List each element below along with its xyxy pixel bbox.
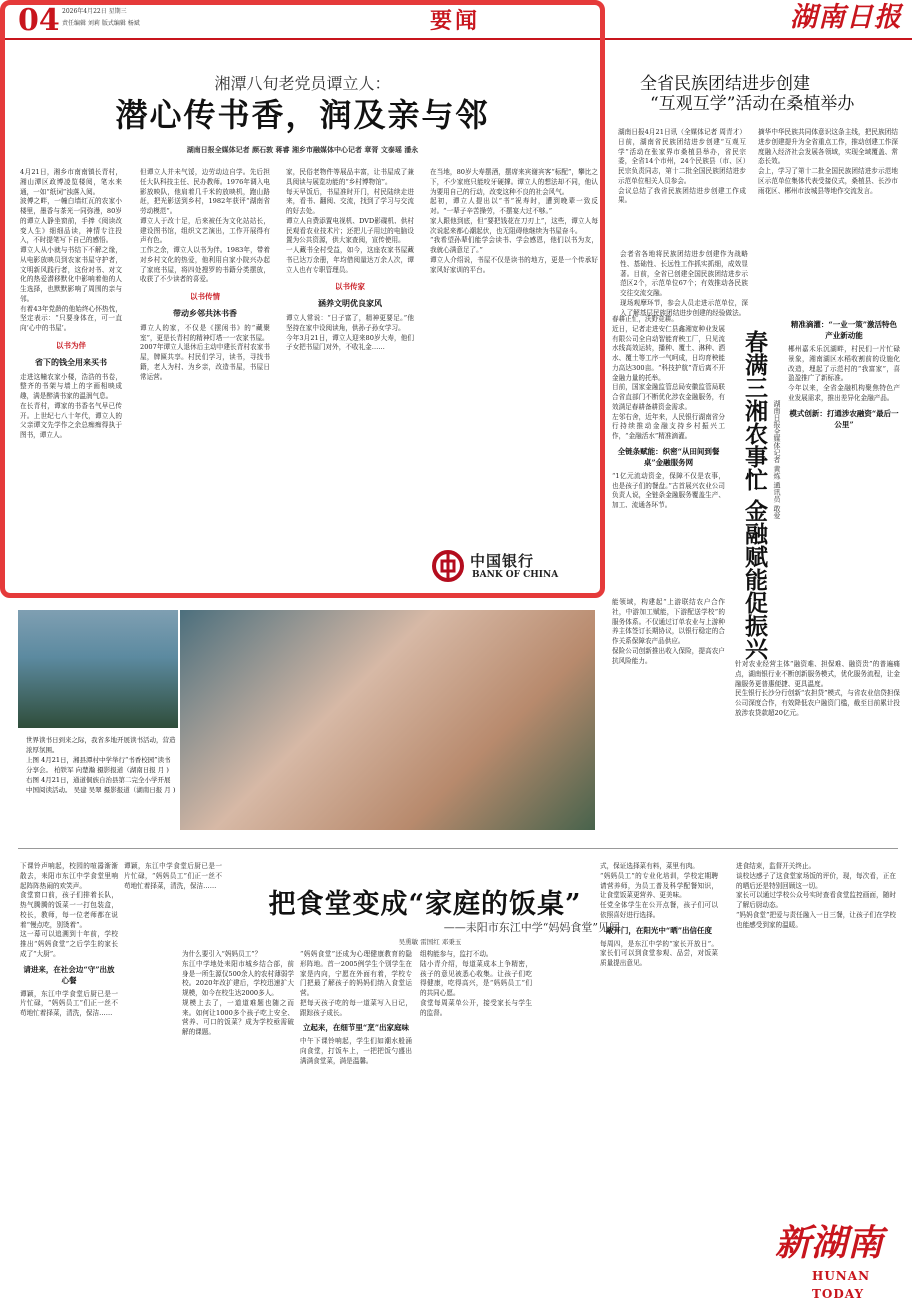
subhead: 模式创新：打通涉农融资“最后一公里” [789,408,899,429]
right-story-headline[interactable]: “互观互学”活动在桑植举办 [650,94,855,114]
rural-column-3 [735,660,900,845]
body-text: 能领域，构建起“上游联结农户合作社，中游加工赋能，下游配送学校”的服务体系。不仅通过订单农业与上游种养主体签订长期协议，以银行稳定的合作关系保障农产品供应。 保险公司创新推出收入保险，提高农户抗风险能力。 [612,598,725,665]
page-number: 04 [18,3,60,38]
body-text: “1亿元流动资金，保障不仅是农事，也是孩子们的餐盘。”古首展兴农业公司负责人说，全链条金融服务覆盖生产、加工、流通各环节。 [612,471,725,510]
bottom-story-subtitle: ——耒阳市东江中学“妈妈食堂”见闻 [443,921,620,934]
rural-byline: 湖南日报全媒体记者 黄炼 通讯员 敢爱 [773,400,781,519]
body-text: 但谭立人并未气馁，边劳动边自学。先后担任大队科技主任、民办教师。1976年调入电影放映队，他肩着几千米的放映机，跑山路赶，把光影送到乡村，1982年获评“湖南省劳动模范”。 谭立人于改十足，后来被任为文化站站长，建设图书馆，组织文艺演出，工作开展得有声有色。 工作之余，谭立人以书为伴。1983年，带着对乡村文化的热爱，他利用自家小院兴办起了家庭书屋，将四处搜罗的书籍分类摆放，收获了不少读者的喜爱。 [140,168,270,284]
body-text: 式，保证选择菜有料，菜里有肉。 “妈妈员工”的专业化培训，学校定期聘请营养师，为员工普及科学配餐知识，让食堂饭菜更营养、更美味。 任党全体学生在公开点餐，孩子们可以依照喜好进行选择。 [600,862,718,919]
subhead: 敞开门，在阳光中“晒”出信任度 [605,925,713,935]
footer-logo: 新湖南 [775,1222,884,1264]
body-text: 在当地，80岁大寿摆酒，摆席来宾谢宾客“标配”，攀比之下，不少家庭只能咬牙硬撑。谭立人的想法却不同，他认为要用自己的行动，改变这种不良的社会风气。 起初，谭立人提出以“书”祝寿时，遭到晚辈一致反对。“一辈子辛苦操劳，不摆宴大过不够。” 家人跟他到底，但“要把钱花在刀刃上”，这些，谭立人每次说起来都心潮起伏，也无阻碍他继续为书屋奋斗。 “我希望孙辈们能学会读书、学会感恩，他们以书为友，我就心满意足了。” 谭立人介绍说，书屋不仅是读书的地方，更是一个传承好家风好家训的平台。 [430,168,598,274]
bottom-story-headline[interactable]: 把食堂变成“家庭的饭桌” [268,889,582,920]
body-text: 为什么要引入“妈妈员工”？ 东江中学地处耒阳市城乡结合部，前身是一所生源仅500余人的农村薄弱学校。2020年改扩建后，学校迅速扩大规模，如今在校生达2000多人。 规模上去了，一道道难题也随之而来。如何让1000多个孩子吃上安全、营养、可口的饭菜？成为学校亟需破解的课题。 [182,950,294,1036]
bank-name-cn: 中国银行 [470,552,535,570]
bottom-column-6 [600,862,718,1292]
right-column-3 [758,128,898,303]
subhead-tag: 以书传家 [335,282,365,292]
subhead: 涵养文明优良家风 [318,298,382,309]
body-text: 谭立人的家，不仅是《摆闲书》的“藏聚室”，更是长青村的精神灯塔一一农家书屋。 2007年谭立人退休后主动申建长青村农家书屋，牌匾共享。村民们学习，读书，寻找书籍，老人为村、为乡亲，改造书屋，书屋日常运营。 [140,323,270,381]
section-title: 要闻 [430,8,481,34]
subhead-tag: 以书为伴 [56,340,86,350]
body-text: 春耕正忙，沃野竞耕。 近日，记者走进安仁县鑫湘宽种业发展有限公司全自动智能育秧工厂，只见流水线高效运转，播种、覆土、淋种、洒水、覆土等工序一气呵成，日均育秧能力高达300亩。“科技护航”背后离不开金融力量的托举。 目前，国家金融监管总局安徽监管局联合省直部门不断优化涉农金融服务，有效满足春耕备耕资金需求。 左邻右舍，近年来，人民银行湖南省分行持续推动金融支持乡村振兴工作，“金融活水”精准滴灌。 [612,315,725,440]
body-text: 下课铃声响起，校园的喧嚣渐渐散去，耒阳市东江中学食堂里响起阵阵热闹的欢笑声。 食堂窗口前，孩子们排着长队，热气腾腾的饭菜一一打包装盒，校长，教师，每一位老师都在说着“慢点吃，别烫着”。 这一幕可以追溯到十年前，学校推出“妈妈食堂”之后学生的家长成了“大厨”。 [20,862,118,958]
subhead: 立起来，在细节里“烹”出家庭味 [302,1023,410,1033]
rural-vertical-headline[interactable]: 春满三湘农事忙 金融赋能促振兴 [741,330,768,661]
subhead: 省下的钱全用来买书 [35,356,107,367]
rural-column-2 [788,315,900,645]
body-text: 会者省各地将民族团结进步创建作为战略性、基础性、长远性工作抓实抓细，成效显著。目前，全省已创建全国民族团结进步示范区2个，示范单位67个；有效推动各民族交往交流交融。 现场观摩环节，参会人员走进示范单位，深入了解基层民族团结进步创建的经验做法。 [620,250,748,317]
story-column-3 [286,168,414,578]
bottom-story-byline: 吴熏敏 雷国红 邓秉玉 [398,938,462,946]
bottom-column-4 [300,950,412,1290]
masthead-logo: 湖南日报 [790,2,902,33]
issue-date: 2026年4月22日 星期三 [62,8,127,15]
body-text: 走进这幢农家小楼，浩浩的书卷，整齐的书架与墙上的字画相映成趣，满是醉满书家的温润气息。 在长青村，谭家的书香名气早已传开。上世纪七八十年代，谭立人的父亲谭文先学作之余总痴痴得执于图书，谭立人。 [20,372,122,440]
story-headline[interactable]: 潜心传书香，润及亲与邻 [115,96,490,134]
story-byline: 湖南日报全媒体记者 颜石敦 蒋睿 湘乡市融媒体中心记者 章胥 文泰瑶 潘永 [186,145,419,154]
right-column-2 [620,250,748,317]
body-text: 湖南日报4月21日讯（全媒体记者 周青才）日前，湖南省民族团结进步创建“互观互学”活动在张家界市桑植县举办，省民宗委，全省14个市州，24个民族县（市、区）民宗负责同志，第十二批全国民族团结进步示范单位相关人员参会。 会议总结了我省民族团结进步创建工作成果。 [618,128,746,205]
bank-logo-icon [432,550,464,582]
body-text: 中午下课铃响起，学生们如潮水般涌向食堂，打饭车上，一把把饭勺盛出满满食堂菜，满是温馨。 [300,1037,412,1065]
rural-column-1b [612,598,725,848]
subhead: 全链条赋能：织密“从田间到餐桌”金融服务网 [617,446,720,467]
body-text: 针对农业经营主体“融资难、担保难、融资贵”的普遍痛点，湖南银行业不断创新服务模式，优化服务流程，让金融服务更普惠便捷、更具温度。 民生银行长沙分行创新“农担贷”模式，与省农业信贷担保公司深度合作，有效降低农户融资门槛，截至目前累计投放涉农贷款超20亿元。 [735,660,900,717]
body-text: 谭立人常说：“日子富了，精神更要足。”他坚持在家中设阅读角，供孙子孙女学习。 今年3月21日，谭立人迎来80岁大寿，他们子女把书屋门对外，不收礼金…… [286,314,414,352]
body-text: 每周四，是东江中学的“家长开放日”。家长们可以到食堂参观、品尝，对饭菜质量提出意见。 [600,939,718,968]
bottom-column-3 [182,950,294,1290]
subhead: 精准滴灌：“一业一策”激活特色产业新动能 [790,320,898,341]
body-text: 家，民俗老物件等展品丰富，让书屋成了兼具阅读与展览功能的“乡村博物馆”。 每天早饭后，书屋准时开门，村民陆续走进来，看书、翻阅、交流，找到了学习与交流的好去处。 谭立人自费添置电视机、DVD影碟机、供村民观看农业技术片；还把儿子用过的电脑设置为公共资源，供大家查阅，宣传使用。 一人藏书全村受益，如今，这座农家书屋藏书已达万余册，年均借阅量达万余人次，谭立人也有专职管理员。 [286,168,414,274]
header-rule [0,38,912,40]
body-text: 摘华中华民族共同体意识这条主线，把民族团结进步创建提升为全省重点工作，推动创建工作深度融入经济社会发展各领域，实现全域覆盖、常态长效。 会上，学习了第十二批全国民族团结进步示范地区示范单位集体代表受接仪式，桑植县、长沙市雨花区、郴州市汝城县等地作交流发言。 [758,128,898,195]
editor-credits: 责任编辑 刘莉 版式编辑 杨斌 [62,20,140,27]
bottom-column-1 [20,862,118,1292]
right-story-kicker: 全省民族团结进步创建 [640,74,810,94]
body-text: “妈妈食堂”还成为心理健康教育的隐形阵地。首一2005例学生个别学生在家是内向，宁愿在外面有着，学校专门把最了解孩子的妈妈们纳入食堂运营。 把每天孩子吃的每一道菜写入日记，跟踪孩子成长。 [300,950,412,1017]
bank-name-en: BANK OF CHINA [472,570,559,580]
photo-reading-event [18,610,178,728]
body-text: 谭颖，东江中学食堂后厨已是一片忙碌，“妈妈员工”们正一丝不苟地忙着择菜，清洗，保洁…… [124,862,222,890]
story-column-4 [430,168,598,538]
body-text: 4月21日，湘乡市南南镇长青村，湘山潭区政博凌览楼阅，笔水来通，一如“纸词”浊落入阅。 波傅之畔，一幢白墙红瓦的农家小楼里，墨香与茶光一同弥漫，80岁的谭立人静坐窗前，手捧《阅读改变人生》细细品读，神情专注投入，不时提笔写下自己的感悟。 谭立人从小就与书结下不解之缘，从电影放映员到农家书屋守护者，文明新风践行者，这份对书、对文化的热爱潜移默化中影响着他的人生选择，也默默影响了周围的亲与邻。 有着43年党龄的他始终心怀热忱，坚定表示：“只要身体在，可一直向‘心中的书屋’。 [20,168,122,332]
bottom-column-5 [420,950,532,1290]
story-column-1 [20,168,122,578]
photo-caption: 世界读书日到来之际，我省多地开展读书活动，营造浓厚氛围。 上图 4月21日，湘县潭村中学举行“书香校园”读书分享会。 柏铁军 向楚瀚 摄影报道（湖南日报 月 ) 右图 4月21日，通道侗族自治县第二完全小学开展中国阅读活动。 吴建 吴翠 摄影报道（湖南日报 月 ) [26,736,176,795]
subhead: 请进来，在社会边“守”出放心餐 [23,964,115,985]
body-text: 进食结束，监督开关终止。 谈校达感子了这食堂家场饭的评价，现，每次看，正在的晒后还是特别回顾这一切。 家长可以通过学校公众号实时查看食堂监控画面，随时了解后厨动态。 “妈妈食堂”把爱与责任融入一日三餐，让孩子们在学校也能感受到家的温暖。 [736,862,896,929]
body-text: 郴州嘉禾乐沉湖畔，村民们一片忙碌景象，湘南湖区水稻收割前的设施化改造，埋起了示范村的“我富家”，喜盈盈推广了新标准。 今年以来，全省金融机构聚焦特色产业发展需求，推出差异化金融产品。 [788,345,900,402]
body-text: 组构能参与，监打不动。 陆小青介绍，每道菜成本上争精密，孩子的意见被悉心收集。让孩子们吃得健康，吃得高兴，是“妈妈员工”们的共同心愿。 食堂每周菜单公开，接受家长与学生的监督。 [420,950,532,1017]
photo-students-reading [180,610,595,830]
story-column-2 [140,168,270,578]
subhead-tag: 以书传情 [190,292,220,301]
footer-logo-en: HUNAN TODAY [812,1269,871,1301]
body-text: 谭颖，东江中学食堂后厨已是一片忙碌，“妈妈员工”们正一丝不苟地忙着择菜，清洗，保洁…… [20,989,118,1018]
story-kicker: 湘潭八旬老党员谭立人： [214,74,391,93]
subhead: 带动乡邻共沐书香 [173,308,237,319]
section-rule [18,848,898,849]
bottom-column-7 [736,862,896,1212]
